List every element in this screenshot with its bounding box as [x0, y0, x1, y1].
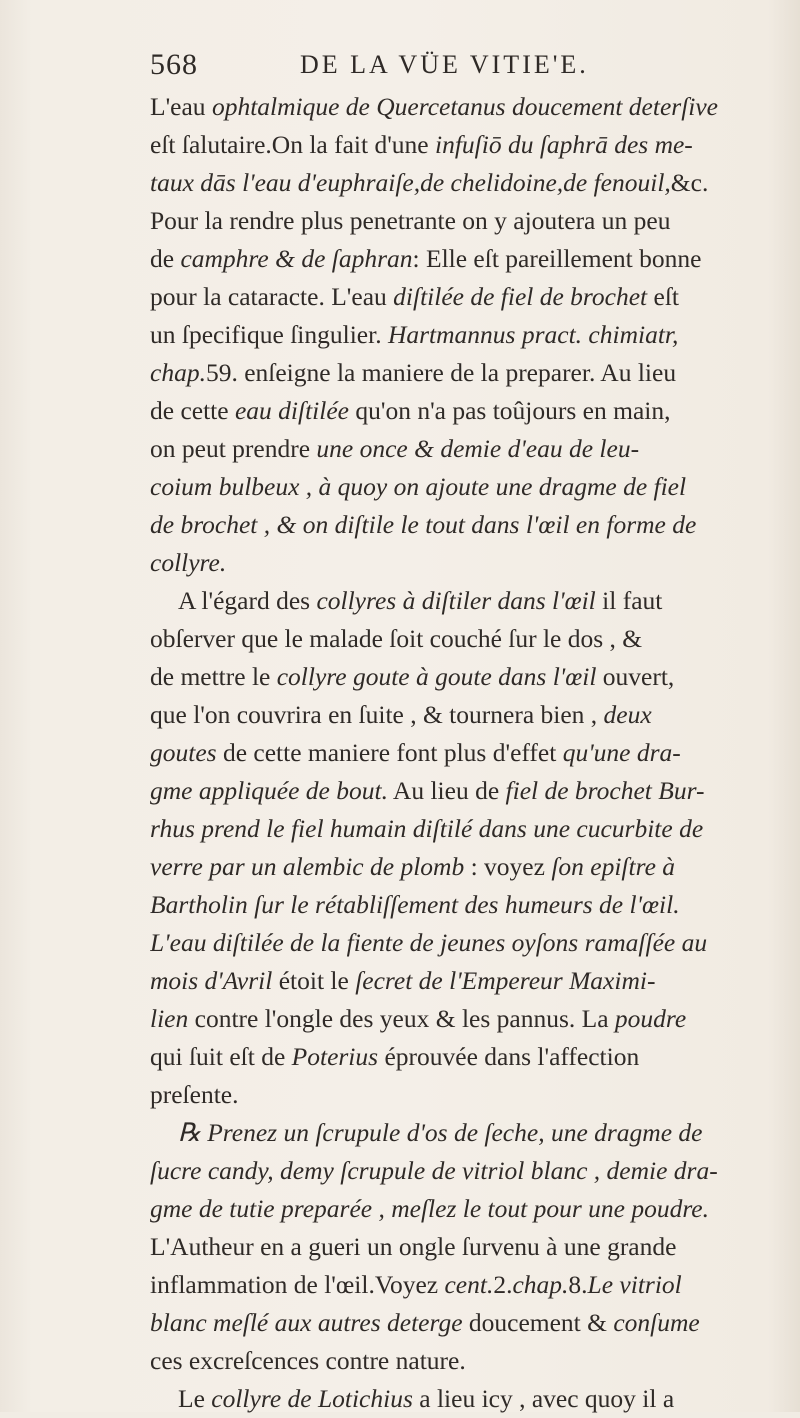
italic-segment: ſon epiſtre à: [551, 852, 676, 881]
italic-segment: collyre.: [150, 548, 227, 577]
italic-segment: gme appliquée de bout.: [150, 776, 388, 805]
text-line: [150, 734, 770, 772]
roman-segment: eſt ſalutaire.On la fait d'une: [150, 130, 435, 159]
text-line: [150, 1304, 770, 1342]
text-line: [150, 962, 770, 1000]
roman-segment: ces excreſcences contre nature.: [150, 1346, 466, 1375]
roman-segment: pour la cataracte. L'eau: [150, 282, 394, 311]
italic-segment: L'eau diſtilée de la fiente de jeunes oyſons ramaſſée au: [150, 928, 708, 957]
italic-segment: cent.: [444, 1270, 494, 1299]
roman-segment: preſente.: [150, 1080, 239, 1109]
roman-segment: de: [150, 244, 181, 273]
roman-segment: 2.: [493, 1270, 513, 1299]
roman-segment: 8.: [568, 1270, 588, 1299]
roman-segment: ouvert,: [596, 662, 675, 691]
text-line: [150, 126, 770, 164]
italic-segment: Poterius: [291, 1042, 379, 1071]
roman-segment: Au lieu de: [387, 776, 506, 805]
text-line: [150, 88, 770, 126]
italic-segment: collyre de Lotichius: [211, 1384, 413, 1413]
italic-segment: fiel de brochet Bur-: [505, 776, 705, 805]
italic-segment: taux dās l'eau d'euphraiſe,de chelidoine,de fenouil,: [150, 168, 671, 197]
running-title: DE LA VÜE VITIE'E.: [300, 50, 589, 79]
italic-segment: chap.: [512, 1270, 569, 1299]
roman-segment: de cette: [150, 396, 235, 425]
text-line: [150, 772, 770, 810]
text-line: [150, 202, 770, 240]
text-line: [150, 506, 770, 544]
text-line: [150, 278, 770, 316]
text-line: [150, 886, 770, 924]
italic-segment: Bartholin ſur le rétabliſſement des humeurs de l'œil.: [150, 890, 680, 919]
text-line: [150, 544, 770, 582]
text-line: [150, 1342, 770, 1380]
italic-segment: ophtalmique de Quercetanus doucement deterſive: [211, 92, 719, 121]
text-line: [150, 848, 770, 886]
page-number: 568: [150, 48, 198, 81]
italic-segment: ſucre candy, demy ſcrupule de vitriol blanc , demie dra-: [150, 1156, 718, 1185]
italic-segment: mois d'Avril: [150, 966, 273, 995]
italic-segment: verre par un alembic de plomb: [150, 852, 465, 881]
body-text: [150, 88, 770, 1418]
roman-segment: eſt: [647, 282, 679, 311]
roman-segment: 59. enſeigne la maniere de la preparer. Au lieu: [205, 358, 677, 387]
roman-segment: qui ſuit eſt de: [150, 1042, 292, 1071]
text-line: [150, 316, 770, 354]
roman-segment: A l'égard des: [178, 586, 317, 615]
roman-segment: que l'on couvrira en ſuite , & tournera bien ,: [150, 700, 604, 729]
text-line: [150, 468, 770, 506]
italic-segment: qu'une dra-: [562, 738, 681, 767]
roman-segment: il faut: [595, 586, 663, 615]
text-line: [150, 582, 770, 620]
italic-segment: de brochet , & on diſtile le tout dans l'œil en forme de: [150, 510, 697, 539]
roman-segment: a lieu icy , avec quoy il a: [412, 1384, 675, 1413]
italic-segment: deux: [603, 700, 652, 729]
text-line: [150, 392, 770, 430]
text-line: [150, 1152, 770, 1190]
roman-segment: L'eau: [150, 92, 212, 121]
italic-segment: Le vitriol: [587, 1270, 682, 1299]
italic-segment: coium bulbeux , à quoy on ajoute une dragme de fiel: [150, 472, 687, 501]
text-line: [150, 810, 770, 848]
italic-segment: collyre goute à goute dans l'œil: [276, 662, 597, 691]
roman-segment: doucement &: [462, 1308, 614, 1337]
text-line: [150, 1228, 770, 1266]
roman-segment: contre l'ongle des yeux & les pannus. La: [188, 1004, 615, 1033]
text-line: [150, 658, 770, 696]
roman-segment: L'Autheur en a gueri un ongle ſurvenu à une grande: [150, 1232, 677, 1261]
italic-segment: gme de tutie preparée , meſlez le tout pour une poudre.: [150, 1194, 709, 1223]
italic-segment: eau diſtilée: [234, 396, 349, 425]
roman-segment: : voyez: [464, 852, 552, 881]
text-line: [150, 1380, 770, 1418]
roman-segment: de cette maniere font plus d'effet: [216, 738, 563, 767]
text-line: [150, 1266, 770, 1304]
italic-segment: diſtilée de fiel de brochet: [393, 282, 648, 311]
italic-segment: collyres à diſtiler dans l'œil: [316, 586, 596, 615]
text-line: [150, 354, 770, 392]
roman-segment: obſerver que le malade ſoit couché ſur le dos , &: [150, 624, 643, 653]
roman-segment: un ſpecifique ſingulier.: [150, 320, 388, 349]
italic-segment: blanc meſlé aux autres deterge: [150, 1308, 463, 1337]
italic-segment: conſume: [613, 1308, 700, 1337]
text-line: [150, 240, 770, 278]
italic-segment: goutes: [150, 738, 217, 767]
text-line: [150, 696, 770, 734]
italic-segment: lien: [150, 1004, 189, 1033]
roman-segment: on peut prendre: [150, 434, 317, 463]
text-line: [150, 164, 770, 202]
text-line: [150, 1190, 770, 1228]
text-line: [150, 1000, 770, 1038]
roman-segment: &c.: [670, 168, 709, 197]
roman-segment: éprouvée dans l'affection: [378, 1042, 640, 1071]
roman-segment: inflammation de l'œil.Voyez: [150, 1270, 445, 1299]
roman-segment: qu'on n'a pas toûjours en main,: [348, 396, 671, 425]
roman-segment: étoit le: [272, 966, 356, 995]
text-line: [150, 430, 770, 468]
italic-segment: poudre: [614, 1004, 687, 1033]
italic-segment: Hartmannus pract. chimiatr,: [387, 320, 679, 349]
text-line: [150, 1076, 770, 1114]
page-header: [150, 48, 760, 88]
roman-segment: Le: [178, 1384, 212, 1413]
text-line: [150, 620, 770, 658]
roman-segment: : Elle eſt pareillement bonne: [412, 244, 702, 273]
text-line: [150, 1038, 770, 1076]
italic-segment: rhus prend le fiel humain diſtilé dans une cucurbite de: [150, 814, 704, 843]
italic-segment: camphre & de ſaphran: [180, 244, 413, 273]
italic-segment: ſecret de l'Empereur Maximi-: [355, 966, 656, 995]
italic-segment: une once & demie d'eau de leu-: [316, 434, 640, 463]
text-line: [150, 924, 770, 962]
italic-segment: ℞ Prenez un ſcrupule d'os de ſeche, une dragme de: [178, 1118, 703, 1147]
text-line: [150, 1114, 770, 1152]
italic-segment: chap.: [150, 358, 206, 387]
italic-segment: infuſiō du ſaphrā des me-: [434, 130, 693, 159]
roman-segment: de mettre le: [150, 662, 277, 691]
roman-segment: Pour la rendre plus penetrante on y ajoutera un peu: [150, 206, 671, 235]
